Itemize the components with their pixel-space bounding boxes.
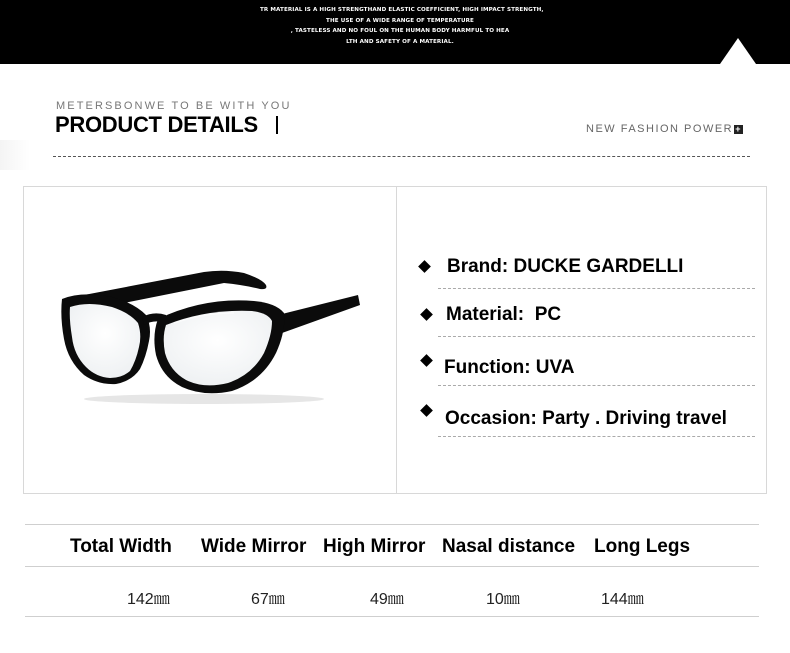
spec-material-label: Material: PC [446, 304, 562, 325]
page-title: PRODUCT DETAILS [55, 112, 258, 137]
material-line-4: LTH AND SAFETY OF A MATERIAL. [346, 38, 454, 45]
spec-occasion [420, 404, 755, 434]
diamond-bullet-icon [418, 260, 431, 273]
fashion-tag-label: NEW FASHION POWER [586, 123, 734, 135]
brand-subtitle: METERSBONWE TO BE WITH YOU [56, 100, 292, 112]
value-nasal-distance: 10㎜ [486, 591, 520, 608]
table-middle-border [25, 566, 759, 567]
spec-function [420, 354, 755, 384]
material-line-1: TR MATERIAL IS A HIGH STRENGTHAND ELASTIC COEFFICIENT, HIGH IMPACT STRENGTH, [260, 7, 544, 13]
material-line-2: THE USE OF A WIDE RANGE OF TEMPERATURE [326, 17, 474, 24]
edge-shadow [0, 140, 30, 170]
spec-brand [420, 254, 755, 284]
header-high-mirror: High Mirror [323, 536, 426, 557]
spec-divider [438, 288, 755, 289]
spec-divider [438, 385, 755, 386]
diamond-bullet-icon [420, 308, 433, 321]
spec-divider [438, 336, 755, 337]
spec-occasion-label: Occasion: Party . Driving travel [445, 408, 727, 429]
top-banner [0, 0, 790, 64]
spec-brand-label: Brand: DUCKE GARDELLI [447, 256, 684, 277]
spec-material [420, 302, 755, 332]
header-nasal-distance: Nasal distance [442, 536, 576, 557]
diamond-bullet-icon [420, 354, 433, 367]
header-wide-mirror: Wide Mirror [201, 536, 307, 557]
plus-icon: + [735, 124, 742, 134]
fashion-tag [586, 123, 743, 135]
value-long-legs: 144㎜ [601, 591, 644, 608]
panel-divider [396, 187, 397, 493]
spec-divider [438, 436, 755, 437]
title-divider [276, 116, 278, 134]
table-bottom-border [25, 616, 759, 617]
table-top-border [25, 524, 759, 525]
spec-function-label: Function: UVA [444, 357, 575, 378]
cat-eye-glasses-image [54, 257, 374, 407]
header-long-legs: Long Legs [594, 536, 691, 557]
value-total-width: 142㎜ [127, 591, 170, 608]
material-description [260, 5, 544, 47]
diamond-bullet-icon [420, 404, 433, 417]
value-high-mirror: 49㎜ [370, 591, 404, 608]
material-line-3: , TASTELESS AND NO FOUL ON THE HUMAN BODY HARMFUL TO HEA [290, 28, 510, 34]
header-total-width: Total Width [70, 536, 172, 557]
value-wide-mirror: 67㎜ [251, 591, 285, 608]
product-panel [23, 186, 767, 494]
triangle-icon [720, 38, 756, 64]
heading-divider [53, 156, 750, 157]
